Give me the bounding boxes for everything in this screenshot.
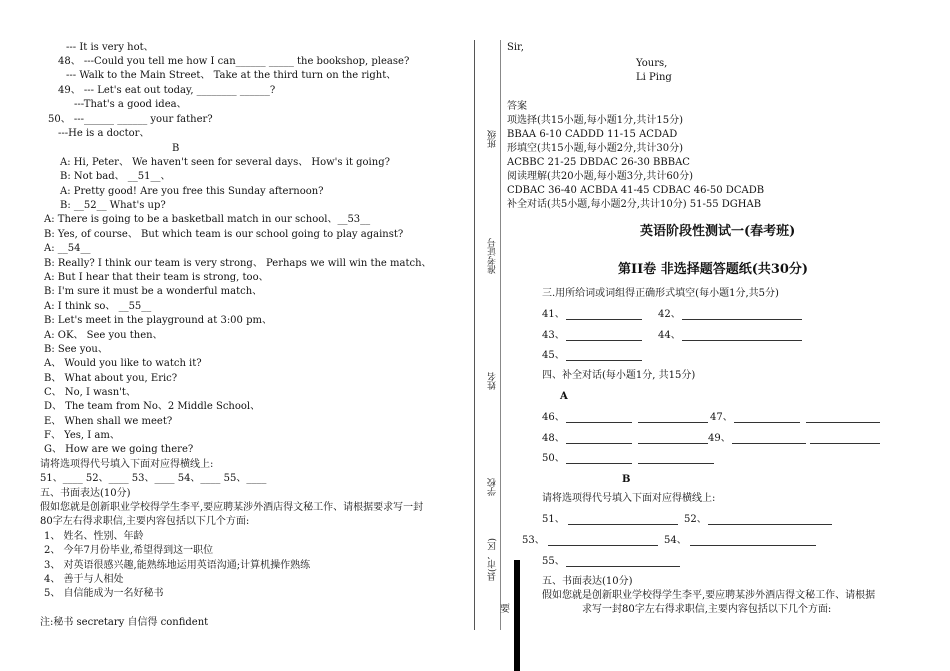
answer-line — [638, 463, 714, 464]
section-5-prompt: 求写一封80字左右得求职信,主要内容包括以下几个方面: — [582, 604, 832, 615]
blank-label: 48、 — [542, 433, 565, 444]
letter-salutation: Sir, — [507, 42, 524, 53]
writing-point: 5、 自信能成为一名好秘书 — [44, 588, 164, 599]
dialog-line: A: There is going to be a basketball match in our school、__53__ — [44, 214, 371, 225]
section-b-label: B — [172, 143, 180, 154]
dialog-line: A: Hi, Peter、 We haven't seen for several days、 How's it going? — [60, 157, 390, 168]
dialog-line: ---That's a good idea、 — [74, 99, 187, 110]
blank-label: 46、 — [542, 412, 565, 423]
blank-label: 49、 — [708, 433, 731, 444]
blank-label: 51、 — [542, 514, 565, 525]
blank-label: 52、 — [684, 514, 707, 525]
question-50: 50、 ---______ ______ your father? — [48, 114, 213, 125]
answer-key-title: 答案 — [507, 101, 527, 112]
binding-label-county: 县(市、区) — [488, 538, 498, 582]
question-49: 49、 --- Let's eat out today, ________ ______? — [58, 85, 276, 96]
dialog-line: --- It is very hot、 — [66, 42, 154, 53]
answer-line — [690, 545, 816, 546]
letter-closing: Yours, — [636, 58, 668, 69]
answer-key-line: ACBBC 21-25 DBDAC 26-30 BBBAC — [507, 157, 690, 168]
option-a: A、 Would you like to watch it? — [44, 358, 202, 369]
answer-line — [566, 360, 642, 361]
vocab-note: 注:秘书 secretary 自信得 confident — [40, 617, 209, 628]
dialog-line: B: I'm sure it must be a wonderful match、 — [44, 286, 263, 297]
answer-line — [566, 319, 642, 320]
answer-line — [806, 422, 880, 423]
dialog-line: B: Let's meet in the playground at 3:00 pm、 — [44, 315, 272, 326]
answer-line — [734, 422, 800, 423]
option-e: E、 When shall we meet? — [44, 416, 173, 427]
answer-blanks: 51、____ 52、____ 53、____ 54、____ 55、____ — [40, 473, 267, 484]
dialog-line: A: Pretty good! Are you free this Sunday afternoon? — [60, 186, 324, 197]
option-f: F、 Yes, I am、 — [44, 430, 120, 441]
blank-label: 53、 — [522, 535, 545, 546]
section-4b-label: B — [622, 474, 631, 485]
answer-key-line: 形填空(共15小题,每小题2分,共计30分) — [507, 143, 683, 154]
answer-line — [638, 443, 708, 444]
answer-line — [566, 340, 642, 341]
writing-point: 2、 今年7月份毕业,希望得到这一职位 — [44, 545, 214, 556]
answer-line — [568, 524, 678, 525]
sheet-title: 英语阶段性测试一(春考班) — [640, 224, 796, 239]
answer-key-line: 阅读理解(共20小题,每小题3分,共计60分) — [507, 171, 693, 182]
answer-key-line: 补全对话(共5小题,每小题2分,共计10分) 51-55 DGHAB — [507, 199, 762, 210]
blank-label: 55、 — [542, 556, 565, 567]
answer-line — [682, 340, 802, 341]
binding-label-exam-number: 准考证号 — [488, 238, 498, 274]
answer-line — [566, 566, 680, 567]
dialog-line: B: __52__ What's up? — [60, 200, 166, 211]
answer-line — [732, 443, 806, 444]
answer-line — [548, 545, 658, 546]
answer-line — [566, 422, 632, 423]
answer-line — [566, 443, 632, 444]
writing-point: 3、 对英语很感兴趣,能熟练地运用英语沟通;计算机操作熟练 — [44, 560, 311, 571]
section-5-title: 五、书面表达(10分) — [542, 576, 633, 587]
binding-label-req: 要 — [500, 604, 510, 615]
section-4-title: 四、补全对话(每小题1分, 共15分) — [542, 370, 696, 381]
answer-line — [682, 319, 802, 320]
dialog-line: --- Walk to the Main Street、 Take at the third turn on the right、 — [66, 70, 397, 81]
binding-label-school: 学校 — [488, 478, 498, 496]
blank-label: 54、 — [664, 535, 687, 546]
section-5-prompt: 假如您就是创新职业学校得学生李平,要应聘某涉外酒店得文秘工作、请根据 — [542, 590, 876, 601]
sheet-subtitle: 第II卷 非选择题答题纸(共30分) — [618, 262, 809, 277]
writing-prompt: 假如您就是创新职业学校得学生李平,要应聘某涉外酒店得文秘工作、请根据要求写一封 — [40, 502, 424, 513]
option-d: D、 The team from No、2 Middle School、 — [44, 401, 261, 412]
blank-label: 47、 — [710, 412, 733, 423]
answer-instruction: 请将选项得代号填入下面对应得横线上: — [40, 459, 214, 470]
dialog-line: A: __54__ — [44, 243, 91, 254]
answer-line — [638, 422, 708, 423]
writing-prompt: 80字左右得求职信,主要内容包括以下几个方面: — [40, 516, 250, 527]
binding-label-class: 班级 — [488, 130, 498, 148]
blank-label: 41、 — [542, 309, 565, 320]
blank-label: 45、 — [542, 350, 565, 361]
answer-line — [566, 463, 632, 464]
section-4b-instruction: 请将选项得代号填入下面对应得横线上: — [542, 493, 716, 504]
writing-point: 4、 善于与人相处 — [44, 574, 124, 585]
dialog-line: B: Yes, of course、 But which team is our school going to play against? — [44, 229, 404, 240]
binding-label-name: 姓名 — [488, 372, 498, 390]
binding-line — [500, 40, 501, 630]
blank-label: 44、 — [658, 330, 681, 341]
letter-signature: Li Ping — [636, 72, 672, 83]
answer-key-line: 项选择(共15小题,每小题1分,共计15分) — [507, 115, 683, 126]
dialog-line: B: Really? I think our team is very strong、 Perhaps we will win the match、 — [44, 258, 432, 269]
answer-key-line: CDBAC 36-40 ACBDA 41-45 CDBAC 46-50 DCADB — [507, 185, 765, 196]
binding-bar — [514, 560, 520, 671]
blank-label: 42、 — [658, 309, 681, 320]
option-g: G、 How are we going there? — [44, 444, 194, 455]
option-c: C、 No, I wasn't、 — [44, 387, 136, 398]
dialog-line: B: Not bad、 __51__、 — [60, 171, 171, 182]
dialog-line: B: See you、 — [44, 344, 108, 355]
dialog-line: A: But I hear that their team is strong, too、 — [44, 272, 269, 283]
answer-line — [708, 524, 832, 525]
page-divider — [474, 40, 475, 630]
blank-label: 50、 — [542, 453, 565, 464]
writing-section-title: 五、书面表达(10分) — [40, 488, 131, 499]
dialog-line: A: I think so、 __55__ — [44, 301, 152, 312]
section-4a-label: A — [560, 391, 568, 402]
dialog-line: ---He is a doctor、 — [58, 128, 150, 139]
question-48: 48、 ---Could you tell me how I can______ _____ the bookshop, please? — [58, 56, 410, 67]
option-b: B、 What about you, Eric? — [44, 373, 178, 384]
answer-key-line: BBAA 6-10 CADDD 11-15 ACDAD — [507, 129, 678, 140]
writing-point: 1、 姓名、性别、年龄 — [44, 531, 144, 542]
blank-label: 43、 — [542, 330, 565, 341]
dialog-line: A: OK、 See you then、 — [44, 330, 163, 341]
answer-line — [810, 443, 880, 444]
section-3-title: 三.用所给词或词组得正确形式填空(每小题1分,共5分) — [542, 288, 779, 299]
